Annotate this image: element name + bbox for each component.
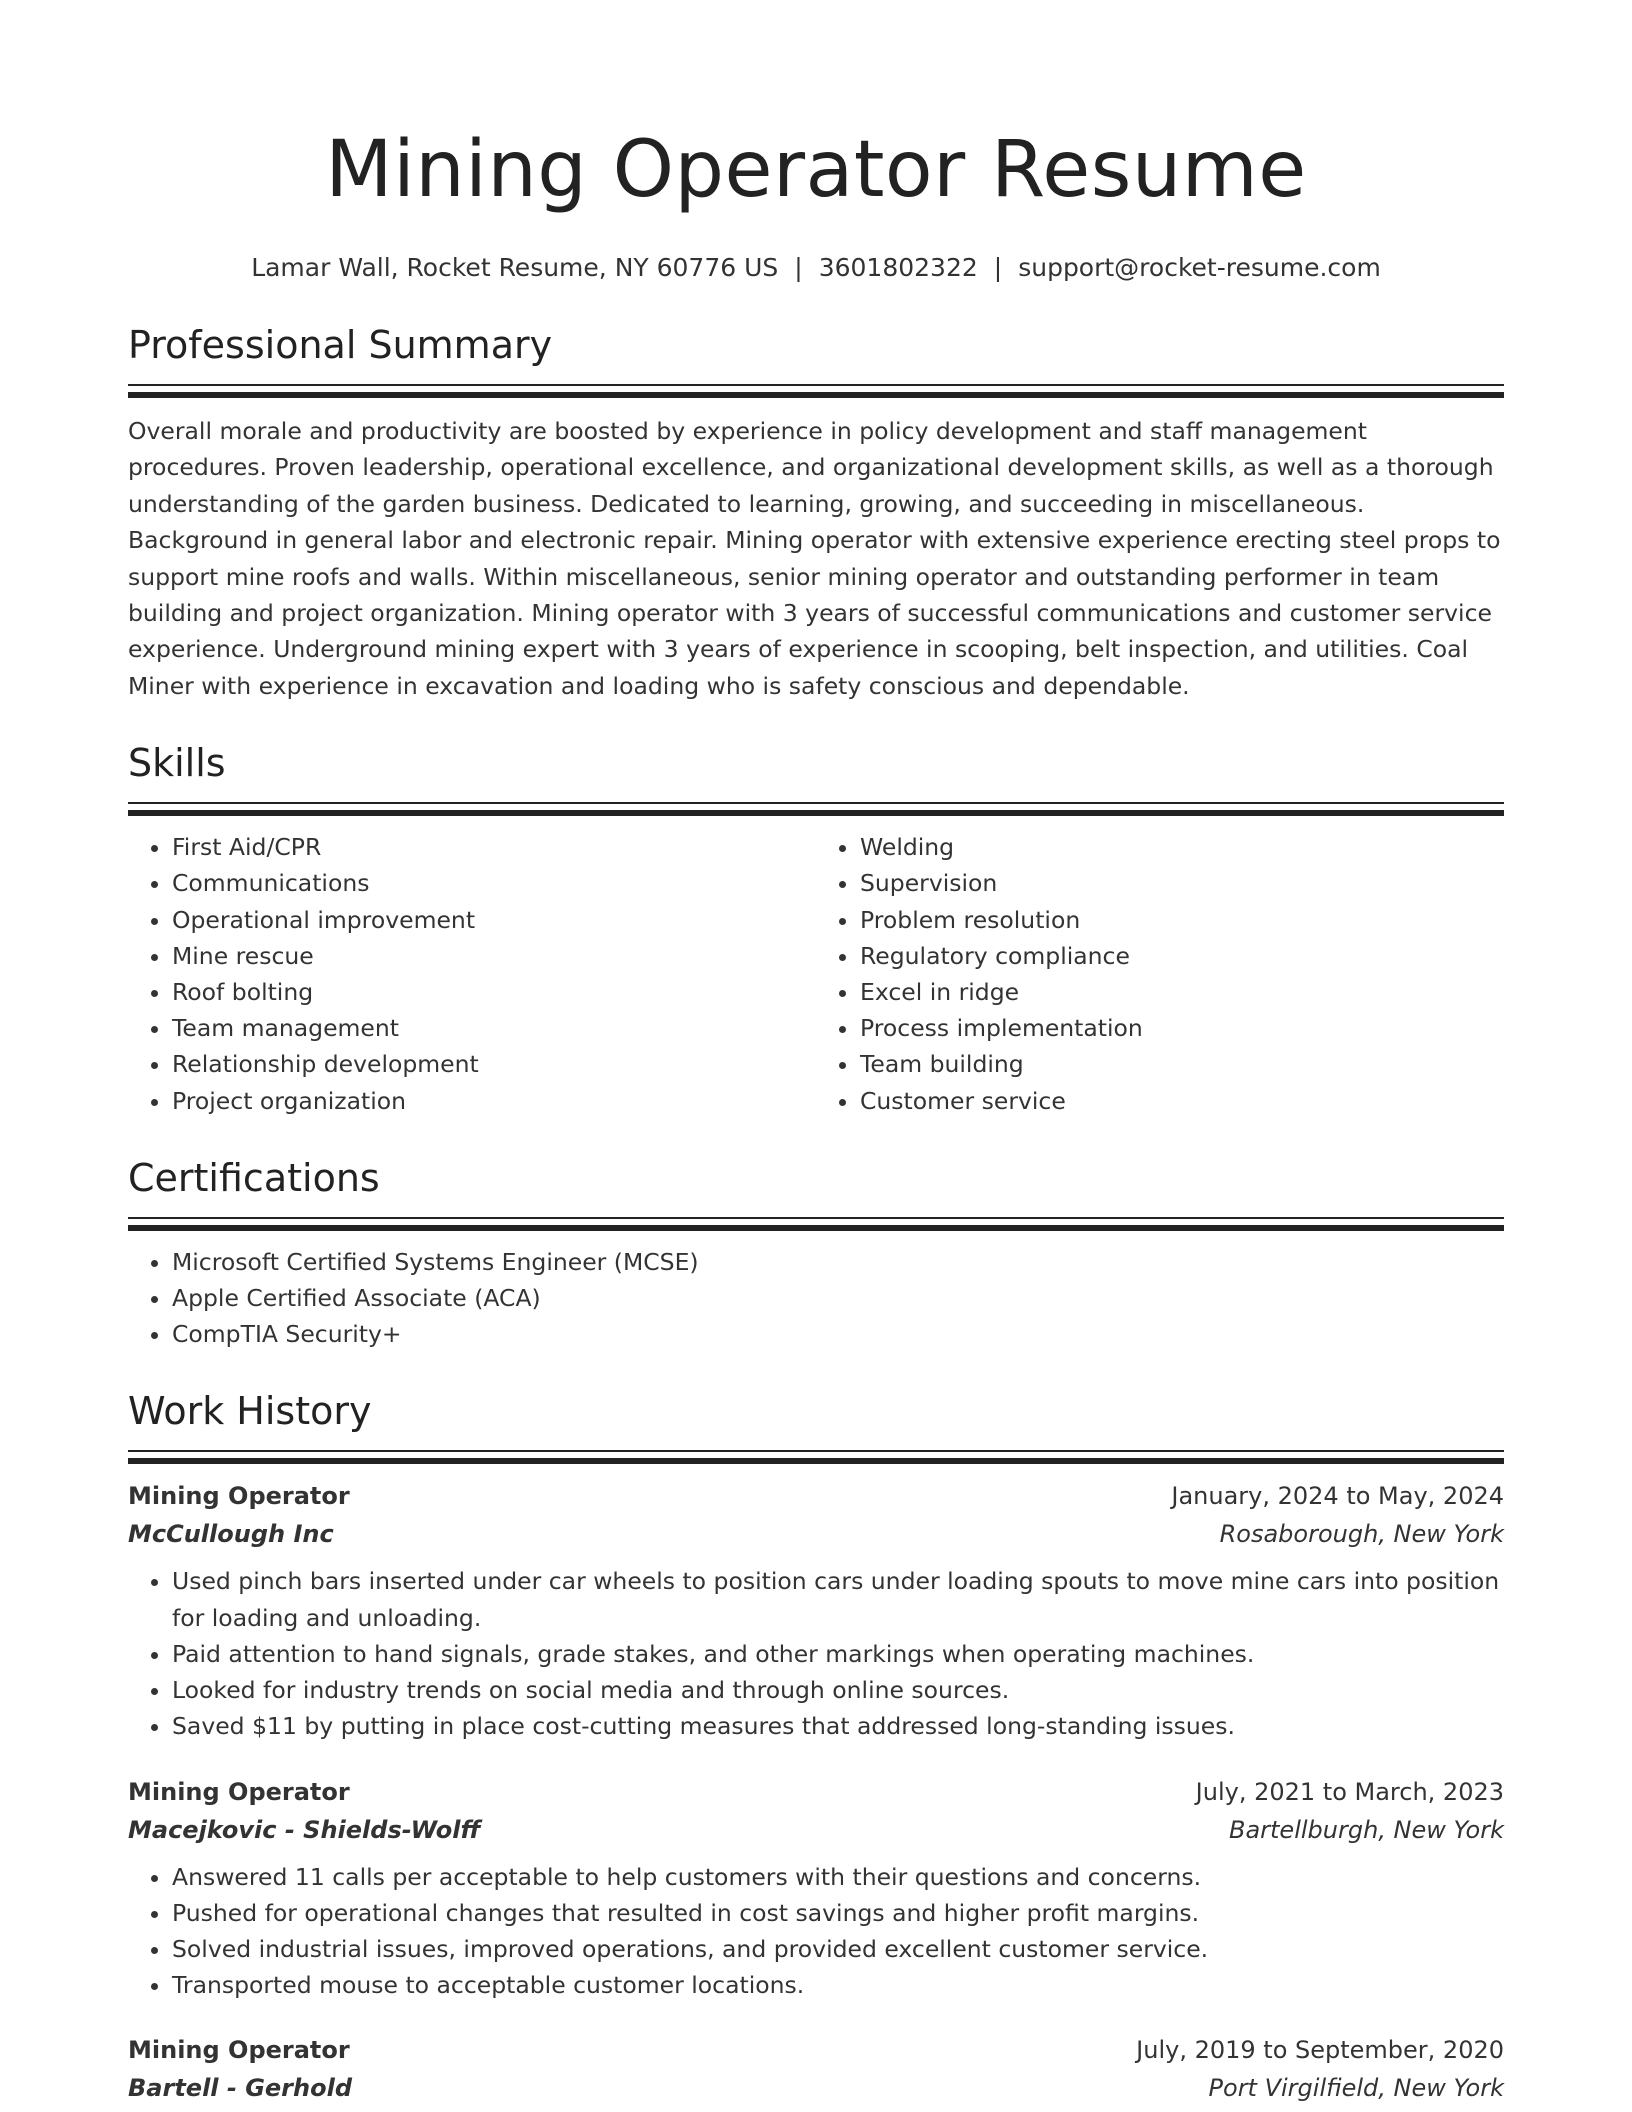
job-entry: [128, 2031, 1504, 2107]
certification-item: • CompTIA Security+: [172, 1316, 1504, 1352]
job-company: McCullough Inc: [128, 1520, 334, 1549]
section-divider: [128, 802, 1504, 817]
job-dates: July, 2021 to March, 2023: [1195, 1777, 1504, 1806]
skill-item: • Roof bolting: [172, 974, 816, 1010]
job-header-row: [128, 1477, 1504, 1515]
job-duty-item: • Answered 11 calls per acceptable to help customers with their questions and concerns.: [172, 1859, 1504, 1895]
skill-item: • Relationship development: [172, 1046, 816, 1082]
job-duties-list: [128, 1563, 1504, 1744]
job-duties-list: [128, 1859, 1504, 2004]
resume-title: Mining Operator Resume: [325, 125, 1307, 215]
section-divider: [128, 1217, 1504, 1232]
skill-item: • Project organization: [172, 1083, 816, 1119]
skill-item: • Excel in ridge: [860, 974, 1504, 1010]
section-heading-work-history: Work History: [128, 1389, 372, 1434]
certifications-list: [128, 1244, 1504, 1353]
skill-item: • First Aid/CPR: [172, 829, 816, 865]
skills-columns: [128, 829, 1504, 1119]
job-entry: [128, 1477, 1504, 1744]
job-location: Bartellburgh, New York: [1228, 1815, 1504, 1844]
skill-item: • Process implementation: [860, 1010, 1504, 1046]
job-title: Mining Operator: [128, 2036, 350, 2065]
skill-item: • Team management: [172, 1010, 816, 1046]
skill-item: • Regulatory compliance: [860, 938, 1504, 974]
work-history-section: [128, 1386, 1504, 2107]
certifications-section: [128, 1153, 1504, 1353]
section-heading-skills: Skills: [128, 741, 226, 786]
job-location: Port Virgilfield, New York: [1208, 2074, 1504, 2103]
skills-list-left: [128, 829, 816, 1119]
skills-section: [128, 738, 1504, 1119]
job-location: Rosaborough, New York: [1219, 1520, 1504, 1549]
job-duty-item: • Saved $11 by putting in place cost-cutting measures that addressed long-standing issues.: [172, 1708, 1504, 1744]
job-company: Macejkovic - Shields-Wolff: [128, 1815, 481, 1844]
skill-item: • Supervision: [860, 865, 1504, 901]
contact-line: [128, 250, 1504, 286]
skill-item: • Problem resolution: [860, 902, 1504, 938]
job-title: Mining Operator: [128, 1777, 350, 1806]
job-company-row: [128, 1811, 1504, 1849]
job-duty-item: • Paid attention to hand signals, grade stakes, and other markings when operating machines.: [172, 1636, 1504, 1672]
contact-separator: |: [794, 253, 803, 282]
contact-phone: 3601802322: [818, 253, 978, 282]
job-entry: [128, 1773, 1504, 2004]
skill-item: • Operational improvement: [172, 902, 816, 938]
job-company-row: [128, 1515, 1504, 1553]
job-duty-item: • Pushed for operational changes that resulted in cost savings and higher profit margins.: [172, 1895, 1504, 1931]
job-dates: January, 2024 to May, 2024: [1171, 1482, 1504, 1511]
certification-item: • Apple Certified Associate (ACA): [172, 1280, 1504, 1316]
skill-item: • Team building: [860, 1046, 1504, 1082]
skill-item: • Communications: [172, 865, 816, 901]
summary-section: [128, 320, 1504, 704]
section-divider: [128, 1450, 1504, 1465]
section-divider: [128, 384, 1504, 399]
summary-text: Overall morale and productivity are boosted by experience in policy development and staff management procedures. Proven leadership, operational excellence, and organizational development skills, as well as a thorough understanding of the garden business. Dedicated to learning, growing, and succeeding in miscellaneous. Background in general labor and electronic repair. Mining operator with extensive experience erecting steel props to support mine roofs and walls. Within miscellaneous, senior mining operator and outstanding performer in team building and project organization. Mining operator with 3 years of successful communications and customer service experience. Underground mining expert with 3 years of experience in scooping, belt inspection, and utilities. Coal Miner with experience in excavation and loading who is safety conscious and dependable.: [128, 417, 1501, 700]
section-heading-summary: Professional Summary: [128, 323, 553, 367]
skill-item: • Customer service: [860, 1083, 1504, 1119]
skill-item: • Mine rescue: [172, 938, 816, 974]
job-dates: July, 2019 to September, 2020: [1136, 2036, 1504, 2065]
certification-item: • Microsoft Certified Systems Engineer (MCSE): [172, 1244, 1504, 1280]
job-header-row: [128, 2031, 1504, 2069]
job-duty-item: • Looked for industry trends on social media and through online sources.: [172, 1672, 1504, 1708]
skill-item: • Welding: [860, 829, 1504, 865]
job-header-row: [128, 1773, 1504, 1811]
contact-email: support@rocket-resume.com: [1018, 253, 1381, 282]
contact-separator: |: [993, 253, 1003, 282]
job-company: Bartell - Gerhold: [128, 2074, 352, 2103]
section-heading-certifications: Certifications: [128, 1155, 380, 1200]
contact-address: Lamar Wall, Rocket Resume, NY 60776 US: [251, 253, 779, 282]
job-duty-item: • Solved industrial issues, improved operations, and provided excellent customer service.: [172, 1931, 1504, 1967]
job-duty-item: • Used pinch bars inserted under car wheels to position cars under loading spouts to move mine cars into position for loading and unloading.: [172, 1563, 1504, 1635]
job-title: Mining Operator: [128, 1482, 350, 1511]
skills-list-right: [816, 829, 1504, 1119]
job-company-row: [128, 2069, 1504, 2107]
job-duty-item: • Transported mouse to acceptable customer locations.: [172, 1967, 1504, 2003]
